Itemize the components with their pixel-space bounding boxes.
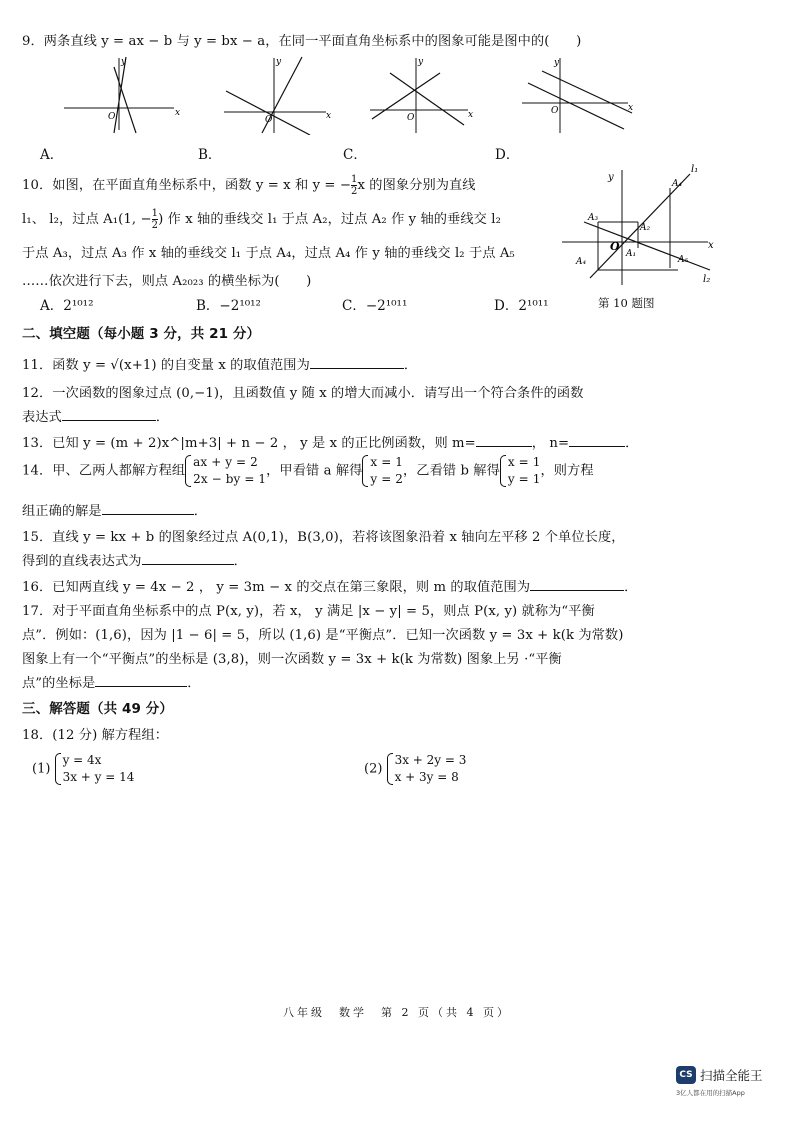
q18-part1 (32, 752, 134, 786)
q14-yi-solution (500, 454, 541, 488)
camscanner-logo: CS (676, 1066, 696, 1084)
q13-n-blank[interactable] (569, 434, 625, 447)
q15-answer-blank[interactable] (142, 552, 234, 565)
q9d-y-label: y (554, 58, 560, 68)
q9d-origin: O (551, 106, 559, 116)
section-2-heading: 二、填空题（每小题 3 分，共 21 分） (22, 326, 261, 342)
q14-text-b: ，甲看错 a 解得 (266, 463, 363, 479)
q9-choice-a[interactable]: A． (40, 147, 64, 163)
q12-answer-blank[interactable] (62, 408, 156, 421)
q9-graph-c (368, 55, 478, 135)
q14-yi-x: x = 1 (507, 455, 541, 469)
q14-eq2: 2x − by = 1 (193, 472, 267, 486)
q12-end: ． (155, 410, 170, 425)
q9b-origin: O (265, 115, 273, 125)
q18-2-eq1: 3x + 2y = 3 (394, 753, 467, 767)
q14-eq1: ax + y = 2 (193, 455, 258, 469)
q10-line2-a: l₁、 l₂，过点 A₁(1, − (22, 212, 152, 227)
q13-text: 13．已知 y = (m + 2)x^|m+3| + n − 2 ， y 是 x 的正比例函数，则 m= (22, 436, 476, 451)
q14-text-d: ，则方程 (540, 463, 594, 479)
q14-answer-blank[interactable] (102, 502, 194, 515)
q17-line1: 17．对于平面直角坐标系中的点 P(x, y)，若 x， y 满足 |x − y| = 5，则点 P(x, y) 就称为“平衡 (22, 604, 595, 619)
q14-line2 (22, 500, 207, 519)
q10-line2 (22, 208, 501, 231)
q17-line4 (22, 672, 201, 691)
q9c-origin: O (407, 113, 415, 123)
q10-x-label: x (708, 240, 714, 251)
q9-graph-d (520, 55, 640, 135)
q14-text-e: 组正确的解是 (22, 504, 102, 519)
q10-frac2-num: 1 (151, 208, 159, 219)
q16 (22, 576, 637, 595)
q17-line2: 点”．例如：(1,6)，因为 |1 − 6| = 5，所以 (1,6) 是“平衡点”．已知一次函数 y = 3x + k(k 为常数) (22, 628, 624, 643)
q10-figure-caption: 第 10 题图 (598, 296, 655, 310)
q9b-x-label: x (326, 111, 332, 121)
q10-a3-label: A₃ (588, 213, 599, 223)
q9d-x-label: x (628, 103, 634, 113)
q10-line1-b: x 的图象分别为直线 (357, 178, 476, 193)
q16-text: 16．已知两直线 y = 4x − 2 ， y = 3m − x 的交点在第三象限，则 m 的取值范围为 (22, 580, 531, 595)
camscanner-name: 扫描全能王 (700, 1068, 763, 1083)
q14-jia-x: x = 1 (370, 455, 403, 469)
q10-choice-c[interactable]: C．−2¹⁰¹¹ (342, 298, 408, 314)
q10-frac2-den: 2 (151, 220, 159, 231)
q10-a4-label: A₄ (576, 257, 587, 267)
q9a-y-label: y (121, 57, 127, 67)
q10-frac-den: 2 (351, 186, 358, 197)
q14-yi-y: y = 1 (507, 472, 541, 486)
q12-prefix: 表达式 (22, 410, 62, 425)
q18-part2 (364, 752, 466, 786)
q10-y-label: y (608, 172, 614, 183)
q14-line1 (22, 454, 594, 488)
q10-l1-label: l₁ (691, 164, 699, 175)
q10-a6-corner: A₄ (672, 179, 683, 189)
q10-line1 (22, 174, 476, 197)
q18-1-eq1: y = 4x (62, 753, 102, 767)
q13-end: ． (625, 436, 639, 451)
q9-graph-a (62, 55, 187, 135)
q9c-x-label: x (468, 110, 474, 120)
q18-system-1 (55, 752, 135, 786)
q11-end: ． (403, 358, 418, 373)
q9-choice-b[interactable]: B． (198, 147, 222, 163)
q18-part1-label: (1) (32, 761, 51, 777)
q16-end: ． (624, 580, 638, 595)
q11-text: 11．函数 y = √(x+1) 的自变量 x 的取值范围为 (22, 358, 310, 373)
q9a-x-label: x (175, 108, 181, 118)
q18-part2-label: (2) (364, 761, 383, 777)
q14-system (185, 454, 266, 488)
q10-l2-label: l₂ (703, 274, 711, 285)
q18-2-eq2: x + 3y = 8 (394, 770, 459, 784)
q14-text-a: 14．甲、乙两人都解方程组 (22, 463, 186, 479)
q15-prefix: 得到的直线表达式为 (22, 554, 142, 569)
q9b-y-label: y (276, 57, 282, 67)
camscanner-tagline: 3亿人都在用的扫描App (676, 1089, 745, 1097)
q12-line2 (22, 406, 169, 425)
section-3-heading: 三、解答题（共 49 分） (22, 701, 173, 717)
q15-end: ． (233, 554, 247, 569)
q13-n-label: ， n= (531, 436, 570, 451)
q18-title: 18．(12 分) 解方程组： (22, 728, 169, 743)
q17-end: ． (187, 676, 201, 691)
q9-choice-c[interactable]: C． (343, 147, 367, 163)
q9-choice-d[interactable]: D． (495, 147, 520, 163)
q17-answer-blank[interactable] (95, 674, 187, 687)
q18-system-2 (387, 752, 467, 786)
q14-end: ． (193, 504, 208, 519)
q10-choice-b[interactable]: B．−2¹⁰¹² (196, 298, 261, 314)
q17-prefix: 点”的坐标是 (22, 676, 96, 691)
q12-line1: 12．一次函数的图象过点 (0,−1)，且函数值 y 随 x 的增大而减小．请写出一个符合条件的函数 (22, 386, 584, 401)
q10-a1-label: A₁ (626, 249, 637, 259)
q14-text-c: ，乙看错 b 解得 (403, 463, 500, 479)
q13-m-blank[interactable] (476, 434, 532, 447)
q10-line4: ……依次进行下去，则点 A₂₀₂₃ 的横坐标为( ) (22, 274, 312, 289)
q13 (22, 432, 638, 451)
q9a-origin: O (108, 112, 116, 122)
q10-figure (560, 160, 720, 288)
q17-line3: 图象上有一个“平衡点”的坐标是 (3,8)，则一次函数 y = 3x + k(k 为常数) 图象上另 ·“平衡 (22, 652, 562, 667)
q9-text: 9．两条直线 y = ax − b 与 y = bx − a，在同一平面直角坐标系中的图象可能是图中的( ) (22, 34, 582, 49)
q10-choice-a[interactable]: A．2¹⁰¹² (40, 298, 94, 314)
q10-a5-label: A₅ (678, 255, 689, 265)
q14-jia-y: y = 2 (370, 472, 404, 486)
q11-answer-blank[interactable] (310, 356, 404, 369)
q10-a2-label: A₂ (640, 223, 651, 233)
q16-answer-blank[interactable] (530, 578, 624, 591)
q15-line1: 15．直线 y = kx + b 的图象经过点 A(0,1)，B(3,0)，若将该图象沿着 x 轴向左平移 2 个单位长度， (22, 530, 625, 545)
q10-origin: O (610, 240, 620, 253)
q10-line1-a: 10．如图，在平面直角坐标系中，函数 y = x 和 y = − (22, 178, 351, 193)
page-footer: 八年级 数学 第 2 页（共 4 页） (283, 1006, 511, 1019)
q9c-y-label: y (418, 57, 424, 67)
q10-frac-num: 1 (351, 174, 358, 185)
q18-1-eq2: 3x + y = 14 (62, 770, 135, 784)
q11 (22, 354, 417, 373)
q10-choice-d[interactable]: D．2¹⁰¹¹ (494, 298, 549, 314)
q9-graph-b (222, 55, 342, 135)
q14-jia-solution (362, 454, 403, 488)
q10-line2-b: ) 作 x 轴的垂线交 l₁ 于点 A₂，过点 A₂ 作 y 轴的垂线交 l₂ (158, 212, 501, 227)
q10-line3: 于点 A₃，过点 A₃ 作 x 轴的垂线交 l₁ 于点 A₄，过点 A₄ 作 y 轴的垂线交 l₂ 于点 A₅ (22, 246, 515, 261)
q15-line2 (22, 550, 247, 569)
